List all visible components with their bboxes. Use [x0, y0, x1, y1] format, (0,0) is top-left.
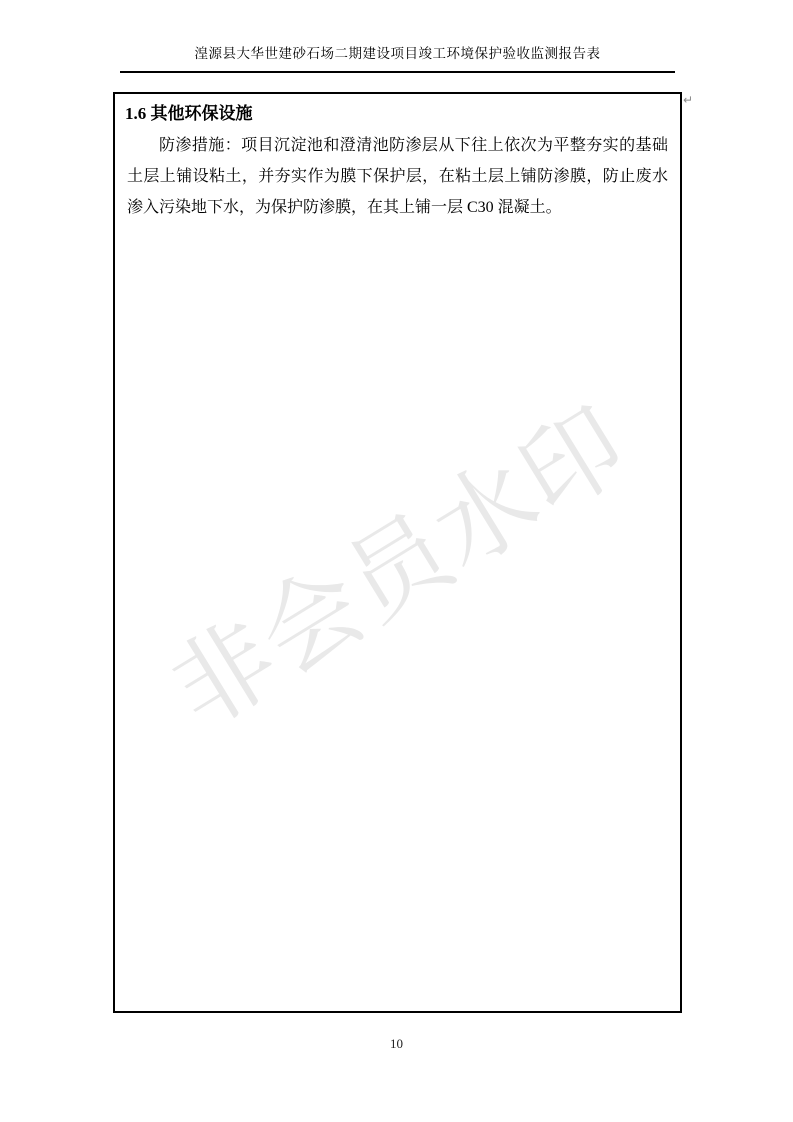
page-footer: [0, 1036, 793, 1052]
body-paragraph: 防渗措施：项目沉淀池和澄清池防渗层从下往上依次为平整夯实的基础土层上铺设粘土，并夯实作为膜下保护层，在粘土层上铺防渗膜，防止废水渗入污染地下水，为保护防渗膜，在其上铺一层 C30 混凝土。: [127, 137, 668, 216]
content-box: [113, 92, 682, 1013]
page-number: 10: [390, 1036, 403, 1051]
section-title: 1.6 其他环保设施: [125, 104, 253, 123]
watermark: 非会员水印: [153, 386, 647, 749]
header-title: 湟源县大华世建砂石场二期建设项目竣工环境保护验收监测报告表: [194, 46, 601, 61]
paragraph-mark-icon: ↵: [683, 93, 694, 107]
page-header: [120, 42, 675, 73]
